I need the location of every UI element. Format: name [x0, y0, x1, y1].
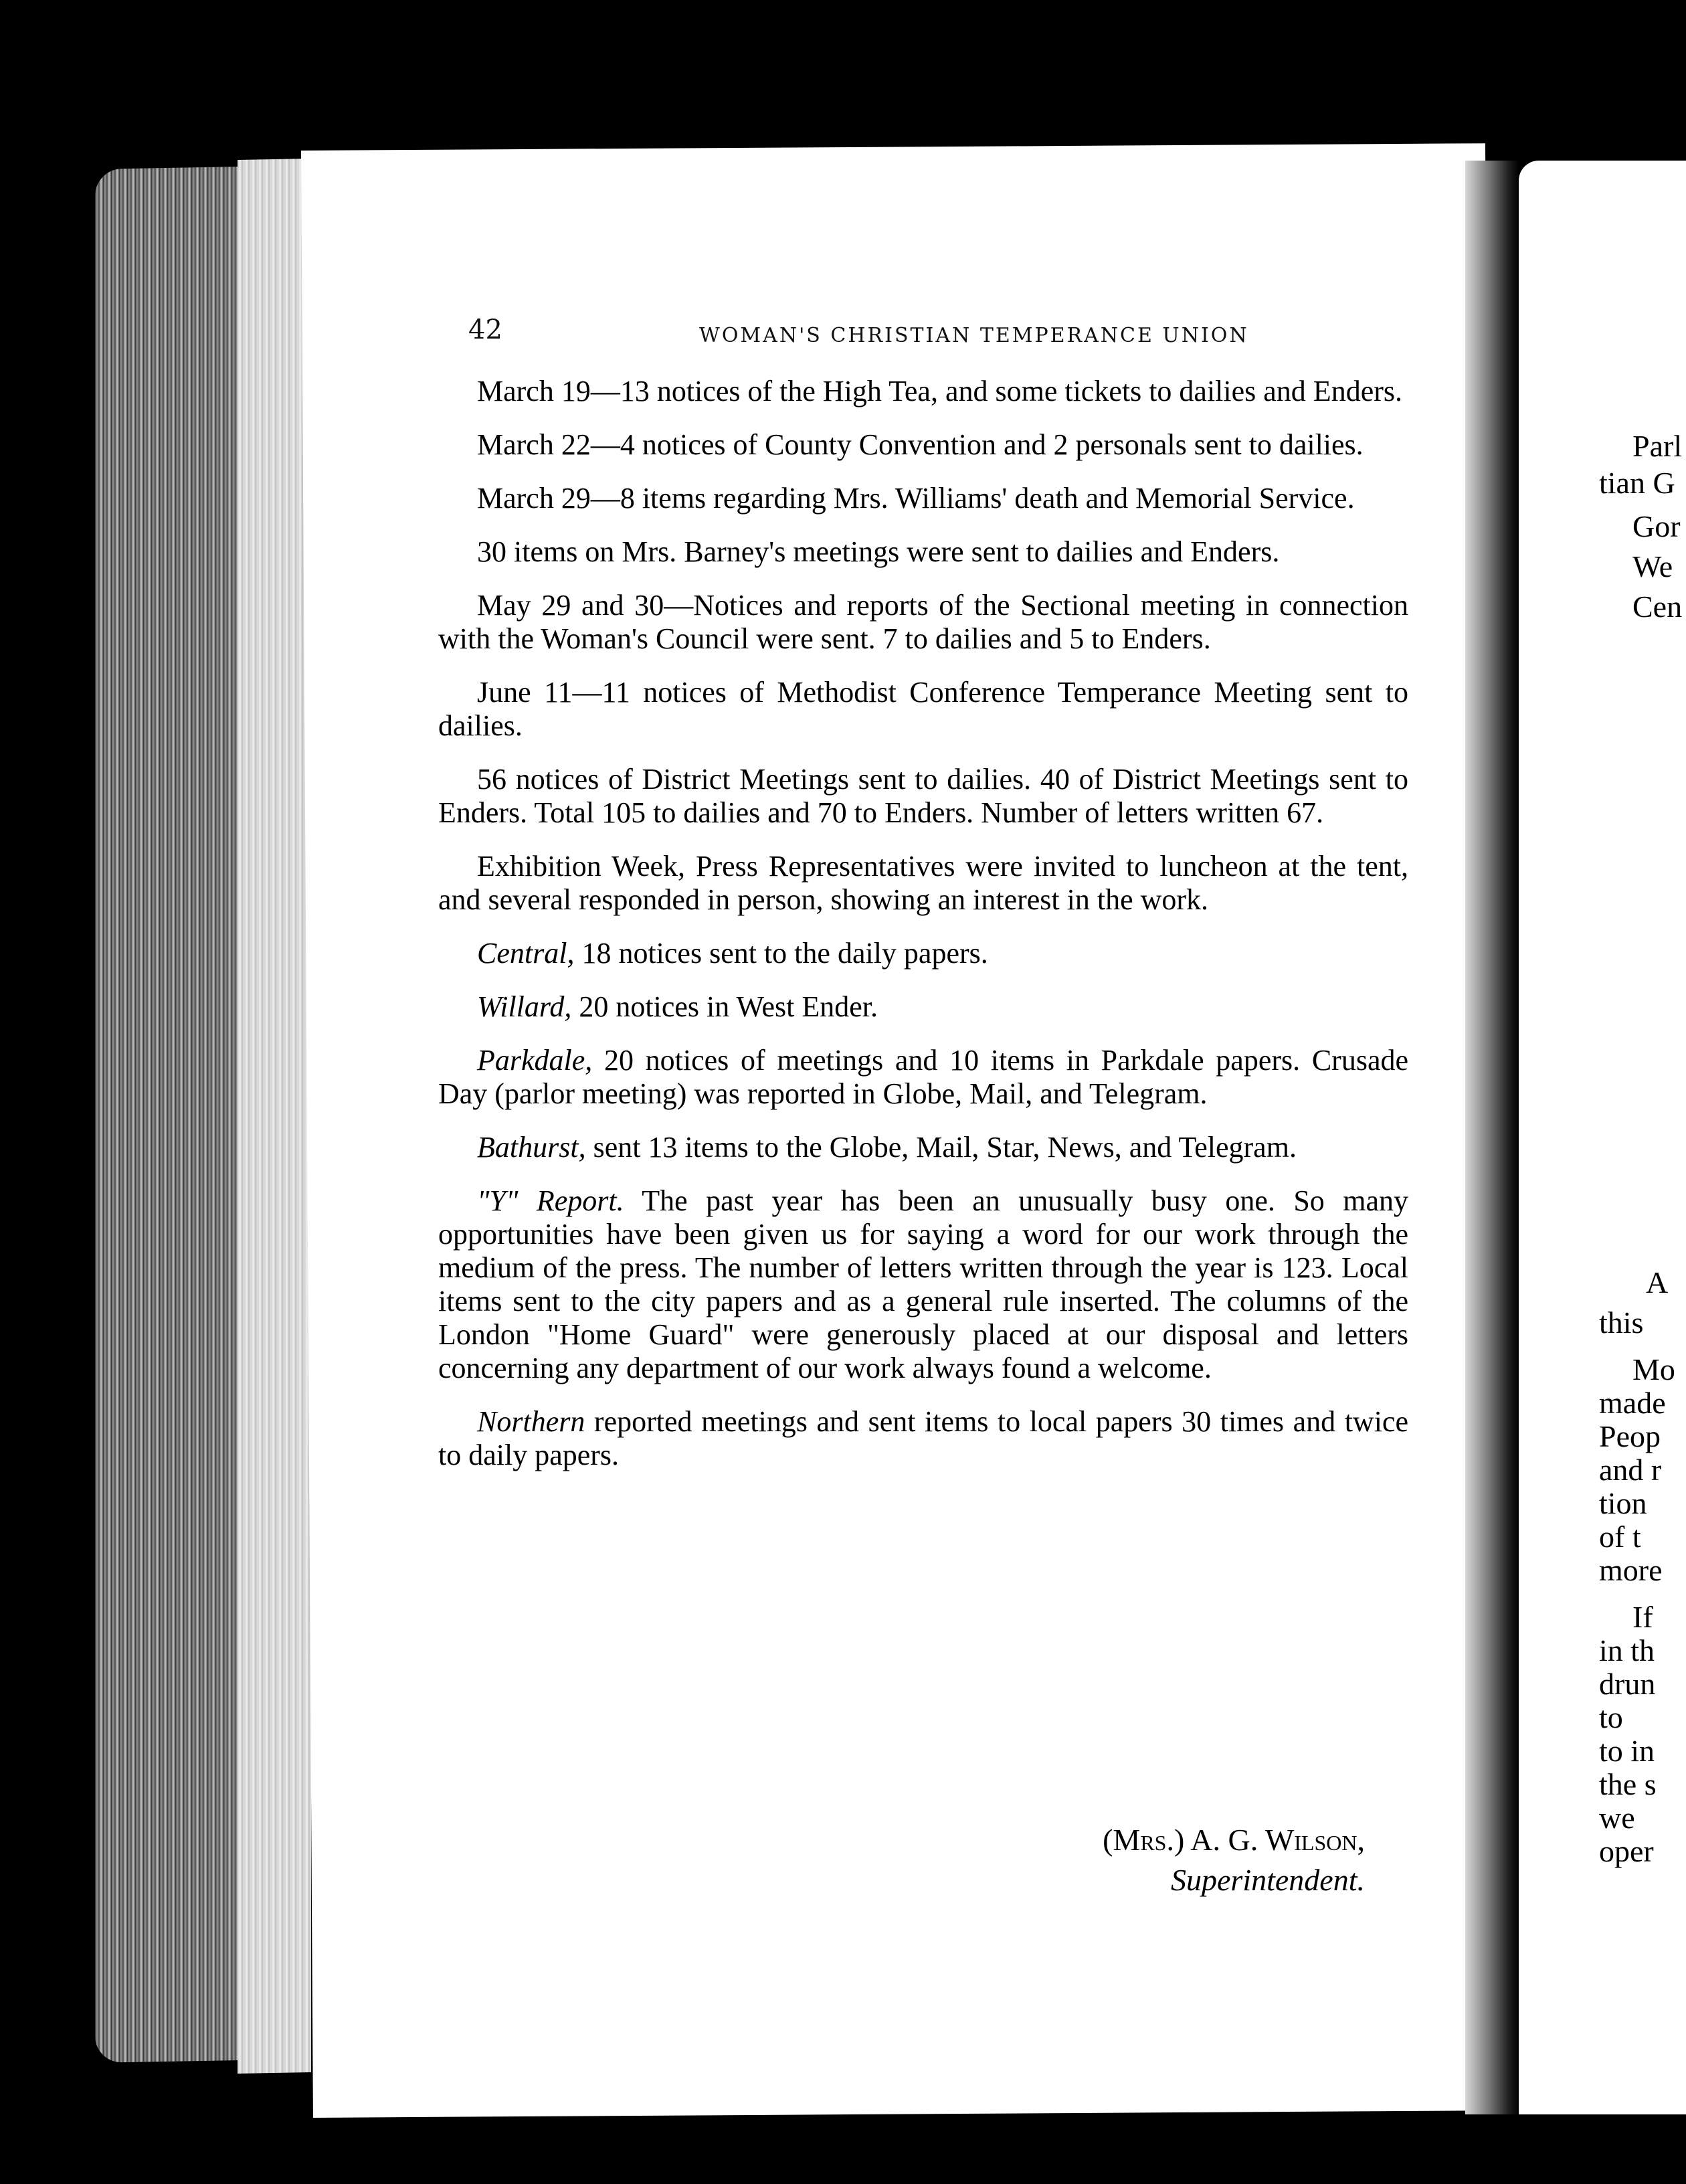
paragraph-lead: Parkdale,: [477, 1044, 593, 1077]
signature-block: [1017, 1820, 1365, 1900]
paragraph-text: reported meetings and sent items to local papers 30 times and twice to daily papers.: [438, 1405, 1408, 1471]
next-page-fragment: Mo: [1632, 1352, 1675, 1386]
paragraph-text: June 11—11 notices of Methodist Conference Temperance Meeting sent to dailies.: [438, 676, 1408, 742]
next-page-fragment: in th: [1599, 1633, 1655, 1667]
page-number: 42: [468, 314, 502, 345]
paragraph-text: Exhibition Week, Press Representatives were invited to luncheon at the tent, and several responded in person, showing an interest in the work.: [438, 850, 1408, 916]
page-header: [468, 314, 1418, 355]
paragraph: [438, 763, 1408, 830]
next-page-fragment: of t: [1599, 1520, 1641, 1554]
paragraph: [438, 428, 1408, 462]
next-page-fragment: tian G: [1599, 466, 1675, 500]
paragraph-text: 20 notices in West Ender.: [571, 990, 878, 1023]
paragraph: [438, 937, 1408, 970]
paragraph-text: March 19—13 notices of the High Tea, and some tickets to dailies and Enders.: [477, 375, 1402, 407]
book-page-edges-inner: [238, 159, 311, 2074]
next-page-fragment: the s: [1599, 1767, 1657, 1801]
paragraph: [438, 375, 1408, 408]
paragraph: [438, 990, 1408, 1024]
next-page-fragment: tion: [1599, 1486, 1647, 1520]
next-page-fragment: this: [1599, 1305, 1644, 1340]
next-page-fragment: and r: [1599, 1453, 1662, 1487]
book-gutter: [1465, 161, 1519, 2114]
next-page-fragment: oper: [1599, 1834, 1654, 1868]
paragraph-lead: Bathurst,: [477, 1131, 586, 1164]
paragraph-text: 30 items on Mrs. Barney's meetings were sent to dailies and Enders.: [477, 535, 1280, 568]
next-page-fragment: more: [1599, 1553, 1663, 1587]
paragraph-lead: Northern: [477, 1405, 585, 1438]
paragraph-lead: "Y" Report.: [477, 1184, 624, 1217]
paragraph: [438, 1131, 1408, 1164]
next-page-fragment: We: [1632, 549, 1673, 583]
body-text: [438, 375, 1408, 1492]
next-page-fragment: Gor: [1632, 509, 1681, 543]
paragraph-text: 20 notices of meetings and 10 items in Parkdale papers. Crusade Day (parlor meeting) was reported in Globe, Mail, and Telegram.: [438, 1044, 1408, 1110]
paragraph-text: March 29—8 items regarding Mrs. Williams' death and Memorial Service.: [477, 482, 1355, 515]
paragraph-lead: Central,: [477, 937, 575, 970]
next-page-fragment: made: [1599, 1386, 1666, 1420]
next-page-fragment: Cen: [1632, 589, 1683, 624]
paragraph-text: May 29 and 30—Notices and reports of the Sectional meeting in connection with the Woman's Council were sent. 7 to dailies and 5 to Enders.: [438, 589, 1408, 655]
next-page-fragment: drun: [1599, 1667, 1656, 1701]
paragraph-text: 56 notices of District Meetings sent to dailies. 40 of District Meetings sent to Enders. Total 105 to dailies and 70 to Enders. Number of letters written 67.: [438, 763, 1408, 829]
paragraph-lead: Willard,: [477, 990, 572, 1023]
paragraph: [438, 1405, 1408, 1472]
next-page-fragment: Peop: [1599, 1419, 1661, 1453]
paragraph: [438, 676, 1408, 743]
paragraph: [438, 1044, 1408, 1111]
paragraph-text: The past year has been an unusually busy one. So many opportunities have been given us for saying a word for our work through the medium of the press. The number of letters written through the year is 123. Local items sent to the city papers and as a general rule inserted. The columns of the London "Home Guard" were generously placed at our disposal and letters concerning any department of our work always found a welcome.: [438, 1184, 1408, 1384]
next-page-fragment: to in: [1599, 1734, 1655, 1768]
paragraph: [438, 1184, 1408, 1385]
next-page-fragment: to: [1599, 1700, 1623, 1734]
paragraph-text: March 22—4 notices of County Convention and 2 personals sent to dailies.: [477, 428, 1364, 461]
running-head: WOMAN'S CHRISTIAN TEMPERANCE UNION: [699, 324, 1249, 347]
paragraph: [438, 850, 1408, 917]
signature-name: (Mrs.) A. G. Wilson,: [1103, 1823, 1365, 1857]
signature-title: Superintendent.: [1171, 1863, 1365, 1897]
next-page-fragment: If: [1632, 1600, 1653, 1634]
next-page-fragment: A: [1646, 1265, 1669, 1299]
paragraph: [438, 589, 1408, 656]
paragraph: [438, 535, 1408, 569]
next-page: [1519, 161, 1686, 2114]
paragraph-text: sent 13 items to the Globe, Mail, Star, News, and Telegram.: [585, 1131, 1297, 1164]
paragraph-text: 18 notices sent to the daily papers.: [574, 937, 988, 970]
paragraph: [438, 482, 1408, 515]
next-page-fragment: we: [1599, 1801, 1635, 1835]
next-page-fragment: Parl: [1632, 429, 1683, 463]
